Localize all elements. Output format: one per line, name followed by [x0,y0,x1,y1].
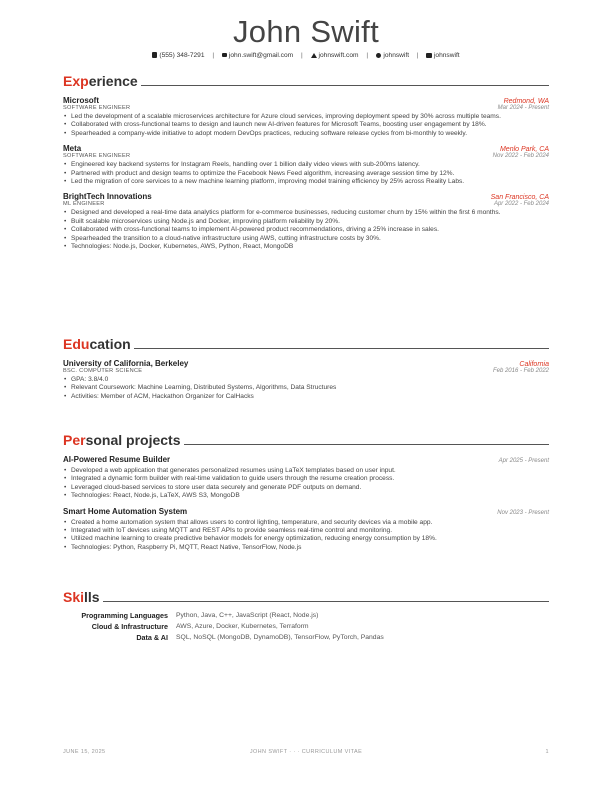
bullet-item: • Designed and developed a real-time data analytics platform for e-commerce businesses, reducing customer churn by 15% within the first 6 months. [63,209,549,217]
home-icon [311,53,317,58]
contact-github[interactable]: johnswift [383,52,410,59]
bullet-item: • Engineered key backend systems for Instagram Reels, handling over 1 billion daily video views with sub-200ms latency. [63,161,549,169]
section-rule [103,601,549,602]
section-rule [141,85,549,86]
section-rule [134,348,549,349]
skill-category: Cloud & Infrastructure [91,622,168,631]
bullet-item: • Utilized machine learning to create predictive behavior models for energy optimization, reducing energy consumption by 18%. [63,535,549,543]
skill-row [63,632,549,643]
section-title: Personal projects [63,432,181,448]
date-range: Nov 2022 - Feb 2024 [492,153,549,160]
skills-table [63,610,549,643]
experience-entry [63,144,549,186]
project-entry [63,455,549,501]
date-range: Apr 2025 - Present [498,458,549,464]
institution: University of California, Berkeley [63,359,189,368]
bullet-item: • Activities: Member of ACM, Hackathon Organizer for CalHacks [63,393,549,401]
contact-separator: | [366,52,369,59]
bullet-item: • Relevant Coursework: Machine Learning, Distributed Systems, Algorithms, Data Structures [63,384,549,392]
bullet-item: • Technologies: Python, Raspberry Pi, MQTT, React Native, TensorFlow, Node.js [63,544,549,552]
location: California [519,361,549,368]
section-title: Education [63,336,131,352]
bullet-list [63,467,549,501]
bullet-item: • GPA: 3.8/4.0 [63,376,549,384]
section-header [63,335,549,351]
location: San Francisco, CA [490,194,549,202]
page-number: 1 [545,749,549,755]
skill-row [63,621,549,632]
bullet-item: • Collaborated with cross-functional teams to design and launch new AI-driven features for Microsoft Teams, boosting user engagement by 18%. [63,121,549,129]
project-title: Smart Home Automation System [63,506,188,516]
skill-values: Python, Java, C++, JavaScript (React, Node.js) [176,612,319,619]
skill-category: Programming Languages [81,611,168,620]
contact-linkedin[interactable]: johnswift [433,52,460,59]
section-rule [184,444,550,445]
employer: Meta [63,144,82,154]
section-title: Skills [63,589,100,605]
degree: BSC. COMPUTER SCIENCE [63,368,143,374]
skill-values: SQL, NoSQL (MongoDB, DynamoDB), TensorFlow, PyTorch, Pandas [176,634,384,641]
bullet-list [63,113,549,138]
skill-values: AWS, Azure, Docker, Kubernetes, Terraform [176,623,309,630]
section-header [63,588,549,604]
job-title: SOFTWARE ENGINEER [63,153,131,160]
job-title: SOFTWARE ENGINEER [63,105,131,111]
bullet-item: • Created a home automation system that allows users to control lighting, temperature, and security devices via a mobile app. [63,519,549,527]
employer: Microsoft [63,96,99,105]
linkedin-icon [426,53,432,59]
bullet-list [63,161,549,186]
experience-entry [63,96,549,138]
employer: BrightTech Innovations [63,192,152,202]
location: Menlo Park, CA [499,146,549,154]
bullet-item: • Led the migration of core services to a new machine learning platform, improving model training efficiency by 25% across Reality Labs. [63,178,549,186]
bullet-item: • Spearheaded the transition to a cloud-native infrastructure using AWS, cutting infrastructure costs by 30%. [63,235,549,243]
date-range: Mar 2024 - Present [497,105,549,111]
contact-bar [63,52,549,59]
experience-section [63,72,549,251]
date-range: Nov 2023 - Present [497,509,549,516]
bullet-item: • Integrated with IoT devices using MQTT and REST APIs to provide seamless real-time control and monitoring. [63,527,549,535]
skill-category: Data & AI [136,633,168,642]
bullet-list [63,209,549,251]
education-section [63,335,549,401]
phone-icon [152,52,157,58]
bullet-item: • Built scalable microservices using Node.js and Docker, improving platform reliability by 20%. [63,218,549,226]
contact-email[interactable]: john.swift@gmail.com [228,52,294,59]
bullet-item: • Spearheaded a company-wide initiative to adopt modern DevOps practices, reducing software release cycles from bi-monthly to weekly. [63,130,549,138]
bullet-list [63,519,549,553]
section-header [63,72,549,88]
date-range: Apr 2022 - Feb 2024 [493,201,549,208]
bullet-item: • Technologies: Node.js, Docker, Kubernetes, AWS, Python, React, MongoDB [63,243,549,251]
job-title: ML ENGINEER [63,201,105,208]
project-entry [63,507,549,553]
projects-section [63,431,549,552]
education-entry [63,359,549,401]
github-icon [376,53,382,59]
bullet-item: • Integrated a dynamic form builder with real-time validation to guide users through the resume creation process. [63,475,549,483]
skill-row [63,610,549,621]
email-icon [222,53,227,58]
bullet-item: • Developed a web application that generates personalized resumes using LaTeX templates based on user input. [63,467,549,475]
contact-phone: (555) 348-7291 [159,52,205,59]
contact-separator: | [416,52,419,59]
bullet-item: • Leveraged cloud-based services to store user data securely and generate PDF outputs on demand. [63,484,549,492]
resume-page [63,0,549,792]
contact-separator: | [212,52,215,59]
location: Redmond, WA [503,98,549,105]
bullet-item: • Partnered with product and design teams to optimize the Facebook News Feed algorithm, increasing average session time by 12%. [63,170,549,178]
bullet-item: • Technologies: React, Node.js, LaTeX, AWS S3, MongoDB [63,492,549,500]
date-range: Feb 2016 - Feb 2022 [492,368,549,374]
contact-separator: | [300,52,303,59]
bullet-item: • Collaborated with cross-functional teams to implement AI-powered product recommendations, driving a 25% increase in sales. [63,226,549,234]
footer-title: JOHN SWIFT · · · CURRICULUM VITAE [249,749,363,755]
bullet-list [63,376,549,401]
bullet-item: • Led the development of a scalable microservices architecture for Azure cloud services, improving deployment speed by 30% across multiple teams. [63,113,549,121]
contact-website[interactable]: johnswift.com [318,52,359,59]
section-header [63,431,549,447]
skills-section [63,588,549,643]
section-title: Experience [63,73,138,89]
experience-entry [63,192,549,251]
project-title: AI-Powered Resume Builder [63,455,171,464]
candidate-name: John Swift [232,14,379,49]
footer-date: JUNE 15, 2025 [63,749,106,755]
